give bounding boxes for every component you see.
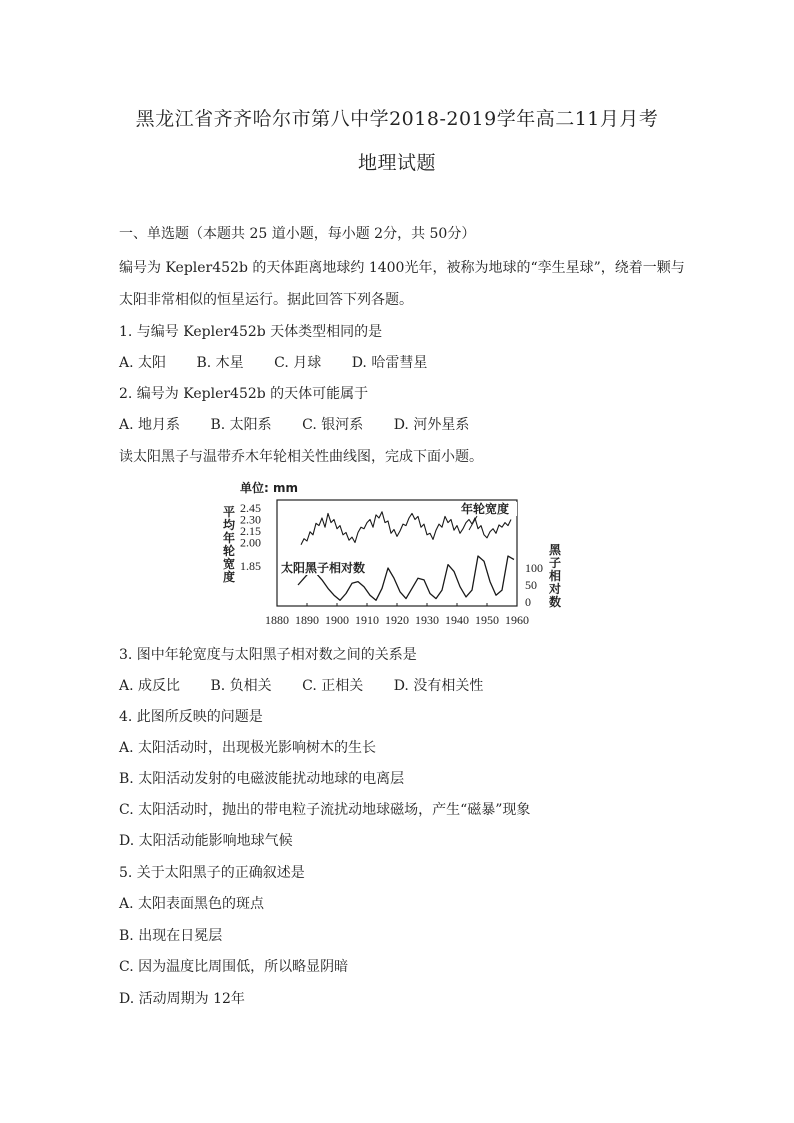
passage-line: 编号为 Kepler452b 的天体距离地球约 1400光年，被称为地球的“孪生星球”，绕着一颗与 (119, 260, 685, 276)
option-c: C. 太阳活动时，抛出的带电粒子流扰动地球磁场，产生“磁暴”现象 (119, 802, 531, 818)
sunspot-tree-ring-chart (215, 478, 580, 633)
question-3-stem: 3. 图中年轮宽度与太阳黑子相对数之间的关系是 (119, 647, 417, 663)
x-tick-label: 1930 (415, 613, 439, 627)
option-d: D. 活动周期为 12年 (119, 991, 245, 1007)
y-left-tick-label: 2.00 (240, 535, 261, 550)
question-1-options (119, 352, 427, 372)
y-right-label-char: 相 (548, 569, 562, 583)
y-right-tick-label: 0 (525, 595, 531, 609)
y-left-label-char: 平 (222, 505, 236, 519)
y-left-tick-label: 2.45 (240, 501, 261, 515)
x-tick-label: 1890 (295, 613, 319, 627)
unit-label: 单位: mm (240, 481, 298, 495)
option-a: A. 地月系 (119, 417, 181, 433)
document-subtitle: 地理试题 (357, 152, 436, 174)
x-tick-label: 1920 (385, 613, 409, 627)
series-label-tree-ring: 年轮宽度 (461, 502, 510, 516)
y-right-tick-label: 50 (525, 578, 537, 592)
leader-line (469, 516, 477, 530)
option-d: D. 太阳活动能影响地球气候 (119, 833, 293, 849)
y-left-label-char: 度 (222, 570, 236, 584)
x-tick-label: 1880 (265, 613, 289, 627)
y-right-label-char: 黑 (548, 543, 562, 557)
question-5-stem: 5. 关于太阳黑子的正确叙述是 (119, 865, 305, 881)
y-left-label-char: 轮 (222, 544, 236, 558)
option-d: D. 没有相关性 (393, 678, 484, 694)
option-b: B. 太阳系 (210, 417, 272, 433)
y-left-tick-label: 2.15 (240, 524, 261, 538)
option-b: B. 太阳活动发射的电磁波能扰动地球的电离层 (119, 771, 405, 787)
option-a: A. 太阳活动时，出现极光影响树木的生长 (119, 740, 377, 756)
y-right-label-char: 子 (548, 556, 562, 570)
passage-line: 读太阳黑子与温带乔木年轮相关性曲线图，完成下面小题。 (119, 449, 483, 465)
option-c: C. 月球 (274, 355, 322, 371)
option-d: D. 哈雷彗星 (351, 355, 428, 371)
option-b: B. 出现在日冕层 (119, 928, 223, 944)
y-right-label-char: 对 (548, 582, 562, 596)
question-3-options (119, 675, 483, 695)
y-left-label-char: 均 (222, 518, 236, 532)
section-heading: 一、单选题（本题共 25 道小题，每小题 2分，共 50分） (119, 226, 476, 242)
option-c: C. 正相关 (302, 678, 364, 694)
y-left-label-char: 宽 (222, 557, 236, 571)
question-1-stem: 1. 与编号 Kepler452b 天体类型相同的是 (119, 324, 383, 340)
y-left-tick-label: 2.30 (240, 512, 261, 527)
question-2-stem: 2. 编号为 Kepler452b 的天体可能属于 (119, 386, 369, 402)
series-label-sunspot: 太阳黑子相对数 (281, 561, 366, 575)
y-left-label-char: 年 (222, 531, 236, 545)
x-tick-label: 1950 (475, 613, 499, 627)
x-tick-label: 1960 (505, 613, 529, 627)
x-tick-label: 1940 (445, 613, 469, 627)
x-tick-label: 1900 (325, 613, 349, 627)
option-b: B. 负相关 (210, 678, 272, 694)
passage-line: 太阳非常相似的恒星运行。据此回答下列各题。 (119, 292, 413, 308)
x-tick-label: 1910 (355, 613, 379, 627)
option-a: A. 太阳 (119, 355, 167, 371)
question-4-stem: 4. 此图所反映的问题是 (119, 709, 263, 725)
tree-ring-width-line (301, 512, 511, 545)
y-left-tick-label: 1.85 (240, 559, 261, 573)
option-a: A. 成反比 (119, 678, 181, 694)
y-right-tick-label: 100 (525, 561, 543, 575)
y-right-label-char: 数 (548, 595, 562, 609)
option-d: D. 河外星系 (393, 417, 470, 433)
option-c: C. 因为温度比周围低，所以略显阴暗 (119, 959, 349, 975)
question-2-options (119, 414, 469, 434)
document-title: 黑龙江省齐齐哈尔市第八中学2018-2019学年高二11月月考 (135, 108, 659, 130)
option-c: C. 银河系 (302, 417, 364, 433)
option-b: B. 木星 (196, 355, 244, 371)
option-a: A. 太阳表面黑色的斑点 (119, 896, 265, 912)
